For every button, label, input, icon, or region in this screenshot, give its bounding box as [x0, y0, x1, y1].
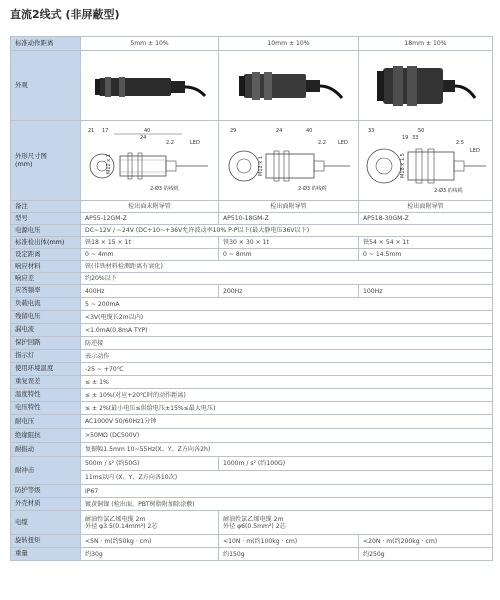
thread-label: M12 x 1	[257, 155, 264, 176]
cell: 铁30 × 30 × 1t	[219, 237, 359, 249]
row-label: 绝缘阻抗	[11, 429, 81, 443]
dim-e: 2.2	[165, 139, 174, 146]
row-target	[11, 237, 493, 249]
dimension-drawing-3	[359, 121, 493, 201]
dim-e: 2.2	[317, 139, 326, 146]
cell: 0 ~ 4mm	[81, 249, 219, 261]
spec-table	[10, 36, 493, 561]
cell: <1.0mA(0.8mA TYP)	[81, 324, 493, 337]
cell: 约30g	[81, 548, 219, 561]
cell: -25 ~ +70℃	[81, 363, 493, 376]
cell: 400Hz	[81, 285, 219, 298]
cable-label: 2-Ø3 的线缆	[149, 185, 179, 192]
cable-label: 2-Ø3 的线缆	[297, 185, 327, 192]
cell: 5 ~ 200mA	[81, 298, 493, 311]
cell: 0 ~ 8mm	[219, 249, 359, 261]
thread-label: M12 x 1	[105, 153, 112, 174]
row-remark	[11, 201, 493, 213]
led-label: LED	[469, 147, 480, 154]
cable-line: 耐油性氯乙烯电缆 2m	[223, 515, 284, 523]
dims-label: 外形尺寸图	[15, 152, 47, 161]
row-ip	[11, 485, 493, 498]
cell: 500m / s² (约50G)	[81, 457, 219, 471]
row-label: 指示灯	[11, 350, 81, 363]
row-shock-1	[11, 457, 493, 471]
thread-label: M18 x 1.5	[399, 152, 406, 178]
dims-unit: (mm)	[15, 159, 33, 168]
cell: 防逆接	[81, 337, 493, 350]
dim-c: 50	[417, 127, 424, 134]
cell: 200Hz	[219, 285, 359, 298]
row-voltchar	[11, 402, 493, 415]
cell: 0 ~ 14.5mm	[359, 249, 493, 261]
row-tempchar	[11, 389, 493, 402]
row-setdist	[11, 249, 493, 261]
row-label: 应答频率	[11, 285, 81, 298]
cell: AC1000V 50/60Hz1分钟	[81, 415, 493, 429]
row-weight	[11, 548, 493, 561]
dim-b: 24	[275, 127, 282, 134]
row-label: 使用环境温度	[11, 363, 81, 376]
cell: 镀黄铜镍 (检出面、PBT树脂附加除涂敷)	[81, 498, 493, 511]
row-detect	[11, 261, 493, 273]
row-appearance	[11, 51, 493, 121]
cell: <10N · m(约100kg · cm)	[219, 535, 359, 548]
cell: 复振幅1.5mm 10~55Hz(X、Y、Z方向各2h)	[81, 443, 493, 457]
cell	[219, 511, 493, 535]
cell: 约20%以下	[81, 273, 493, 285]
row-protect	[11, 337, 493, 350]
row-shock-2	[11, 471, 493, 485]
row-voltage	[11, 225, 493, 237]
row-label: 残留电压	[11, 311, 81, 324]
row-load	[11, 298, 493, 311]
row-label: 设定距离	[11, 249, 81, 261]
dim-e: 2.5	[455, 139, 464, 146]
row-label: 温度特性	[11, 389, 81, 402]
row-freq	[11, 285, 493, 298]
cell: ≤ ± 10%(对应+20℃时的动作距离)	[81, 389, 493, 402]
row-residual	[11, 311, 493, 324]
cell: 检出面附导管	[359, 201, 493, 213]
cell: ≤ ± 2%(最小电压≤供给电压±15%≤最大电压)	[81, 402, 493, 415]
cell: 约150g	[219, 548, 359, 561]
dimension-drawing-1	[81, 121, 219, 201]
row-label: 负载电流	[11, 298, 81, 311]
row-label: 耐冲击	[11, 457, 81, 485]
cell: <5N · m(约50kg · cm)	[81, 535, 219, 548]
cell: IP67	[81, 485, 493, 498]
row-insulation	[11, 429, 493, 443]
row-label: 重量	[11, 548, 81, 561]
row-repeat	[11, 376, 493, 389]
cell	[81, 511, 219, 535]
row-label: 防护等级	[11, 485, 81, 498]
dim-a: 21	[87, 127, 94, 134]
row-label: 耐振动	[11, 443, 81, 457]
cell: DC~12V / ~24V (DC+10~+36V允许波动率10% P-P以下(最大静电压36V以下)	[81, 225, 493, 237]
cell: AP518-30GM-Z	[359, 213, 493, 225]
row-label	[11, 121, 81, 201]
cell: 铁18 × 15 × 1t	[81, 237, 219, 249]
led-label: LED	[337, 139, 348, 146]
row-label: 漏电流	[11, 324, 81, 337]
row-cable	[11, 511, 493, 535]
cell: 1000m / s² (约100G)	[219, 457, 493, 471]
row-hyst	[11, 273, 493, 285]
row-label: 外观	[11, 51, 81, 121]
cell: >50MΩ (DC500V)	[81, 429, 493, 443]
dim-d: 24	[139, 134, 146, 141]
row-leak	[11, 324, 493, 337]
cable-line: 外径 φ6(0.5mm²) 2芯	[223, 522, 286, 530]
row-indicator	[11, 350, 493, 363]
cell: 10mm ± 10%	[219, 37, 359, 51]
cell: <3V(电缆长2m以内)	[81, 311, 493, 324]
row-label: 保护回路	[11, 337, 81, 350]
cell: <20N · m(约200kg · cm)	[359, 535, 493, 548]
row-dims	[11, 121, 493, 201]
dim-b: 19	[401, 134, 408, 141]
cell: 检出面未附导管	[81, 201, 219, 213]
page-title: 直流2线式 (非屏蔽型)	[10, 8, 120, 21]
dim-d: 33	[411, 134, 418, 141]
row-label: 响应差	[11, 273, 81, 285]
row-label: 重复误差	[11, 376, 81, 389]
cell: AP55-12GM-Z	[81, 213, 219, 225]
dim-c: 40	[305, 127, 312, 134]
row-label: 外壳材质	[11, 498, 81, 511]
cell: 铁54 × 54 × 1t	[359, 237, 493, 249]
row-label: 型号	[11, 213, 81, 225]
cell: 约250g	[359, 548, 493, 561]
cable-line: 耐油性氯乙烯电缆 2m	[85, 515, 146, 523]
cell: 检出面附导管	[219, 201, 359, 213]
dim-a: 33	[367, 127, 374, 134]
sensor-photo-3	[359, 51, 493, 121]
row-temp	[11, 363, 493, 376]
dim-c: 40	[143, 127, 150, 134]
dimension-drawing-2	[219, 121, 359, 201]
row-label: 电源电压	[11, 225, 81, 237]
cell: 100Hz	[359, 285, 493, 298]
row-vibration	[11, 443, 493, 457]
cell: 11ms以内 (X、Y、Z方向各10次)	[81, 471, 493, 485]
cable-label: 2-Ø3 的线缆	[433, 187, 463, 194]
dim-b: 17	[101, 127, 108, 134]
dim-a: 29	[229, 127, 236, 134]
cell: 18mm ± 10%	[359, 37, 493, 51]
led-label: LED	[189, 139, 200, 146]
cell: ≤ ± 1%	[81, 376, 493, 389]
cell: 表示动作	[81, 350, 493, 363]
row-label: 电缆	[11, 511, 81, 535]
sensor-photo-1	[81, 51, 219, 121]
row-material	[11, 498, 493, 511]
row-torque	[11, 535, 493, 548]
row-label: 耐电压	[11, 415, 81, 429]
row-label: 旋转扭矩	[11, 535, 81, 548]
row-model	[11, 213, 493, 225]
row-distance	[11, 37, 493, 51]
row-label: 备注	[11, 201, 81, 213]
row-label: 标准检出体(mm)	[11, 237, 81, 249]
cell: 铁(非铁材料检测距离有衰化)	[81, 261, 493, 273]
cell: AP510-18GM-Z	[219, 213, 359, 225]
sensor-photo-2	[219, 51, 359, 121]
row-label: 电压特性	[11, 402, 81, 415]
cell: 5mm ± 10%	[81, 37, 219, 51]
row-label: 响应材料	[11, 261, 81, 273]
row-label: 标准动作距离	[11, 37, 81, 51]
cable-line: 外径 φ3.5(0.14mm²) 2芯	[85, 522, 158, 530]
row-withstand	[11, 415, 493, 429]
